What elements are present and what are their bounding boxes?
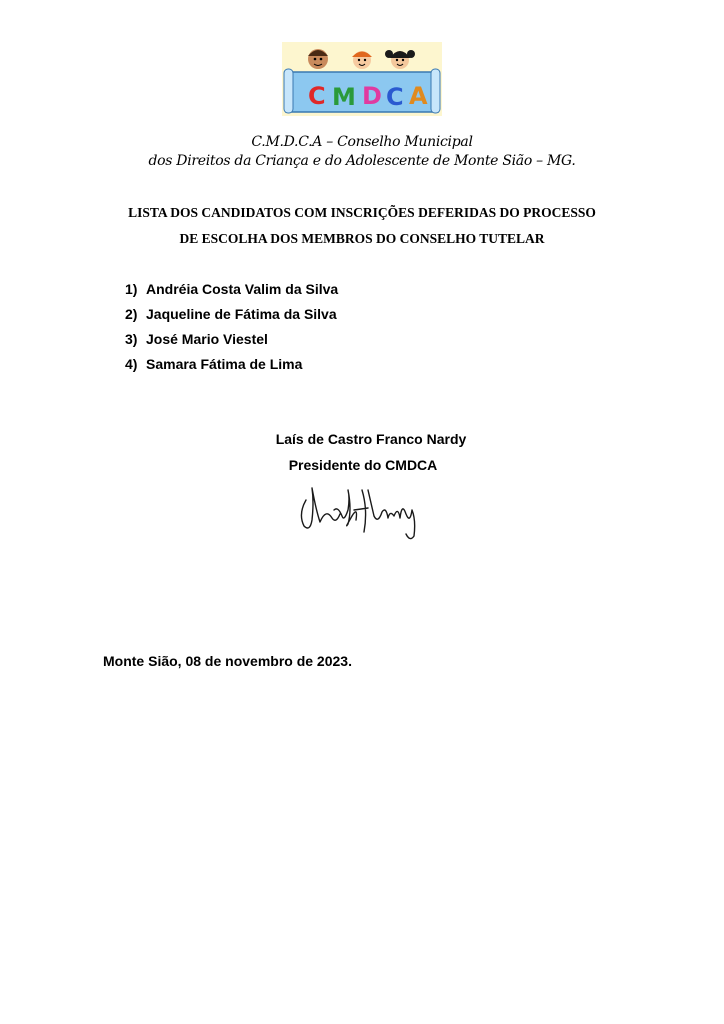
document-title-line-1: LISTA DOS CANDIDATOS COM INSCRIÇÕES DEFERIDAS DO PROCESSO bbox=[128, 205, 596, 220]
svg-text:D: D bbox=[362, 82, 382, 110]
org-name-line-1: C.M.D.C.A – Conselho Municipal bbox=[251, 134, 473, 150]
svg-text:C: C bbox=[308, 82, 326, 110]
place-and-date: Monte Sião, 08 de novembro de 2023. bbox=[103, 653, 352, 669]
candidate-name: José Mario Viestel bbox=[146, 331, 268, 347]
org-name-line-2: dos Direitos da Criança e do Adolescente de Monte Sião – MG. bbox=[148, 153, 576, 169]
item-number: 3) bbox=[125, 331, 138, 347]
banner bbox=[284, 69, 440, 113]
list-item bbox=[125, 281, 338, 306]
candidate-name: Jaqueline de Fátima da Silva bbox=[146, 306, 337, 322]
signer-role: Presidente do CMDCA bbox=[288, 457, 438, 473]
candidate-name: Andréia Costa Valim da Silva bbox=[146, 281, 339, 297]
svg-text:M: M bbox=[332, 83, 356, 111]
candidate-name: Samara Fátima de Lima bbox=[146, 356, 303, 372]
item-number: 1) bbox=[125, 281, 138, 297]
list-item bbox=[125, 331, 338, 356]
svg-text:A: A bbox=[409, 82, 428, 110]
handwritten-signature bbox=[292, 480, 432, 542]
svg-text:C: C bbox=[386, 83, 404, 111]
item-number: 2) bbox=[125, 306, 138, 322]
signer-name: Laís de Castro Franco Nardy bbox=[275, 431, 467, 447]
candidate-list bbox=[125, 281, 338, 381]
cmdca-logo bbox=[282, 42, 442, 116]
children-illustration bbox=[308, 49, 415, 69]
list-item bbox=[125, 306, 338, 331]
item-number: 4) bbox=[125, 356, 138, 372]
list-item bbox=[125, 356, 338, 381]
document-title-line-2: DE ESCOLHA DOS MEMBROS DO CONSELHO TUTELAR bbox=[179, 231, 545, 246]
